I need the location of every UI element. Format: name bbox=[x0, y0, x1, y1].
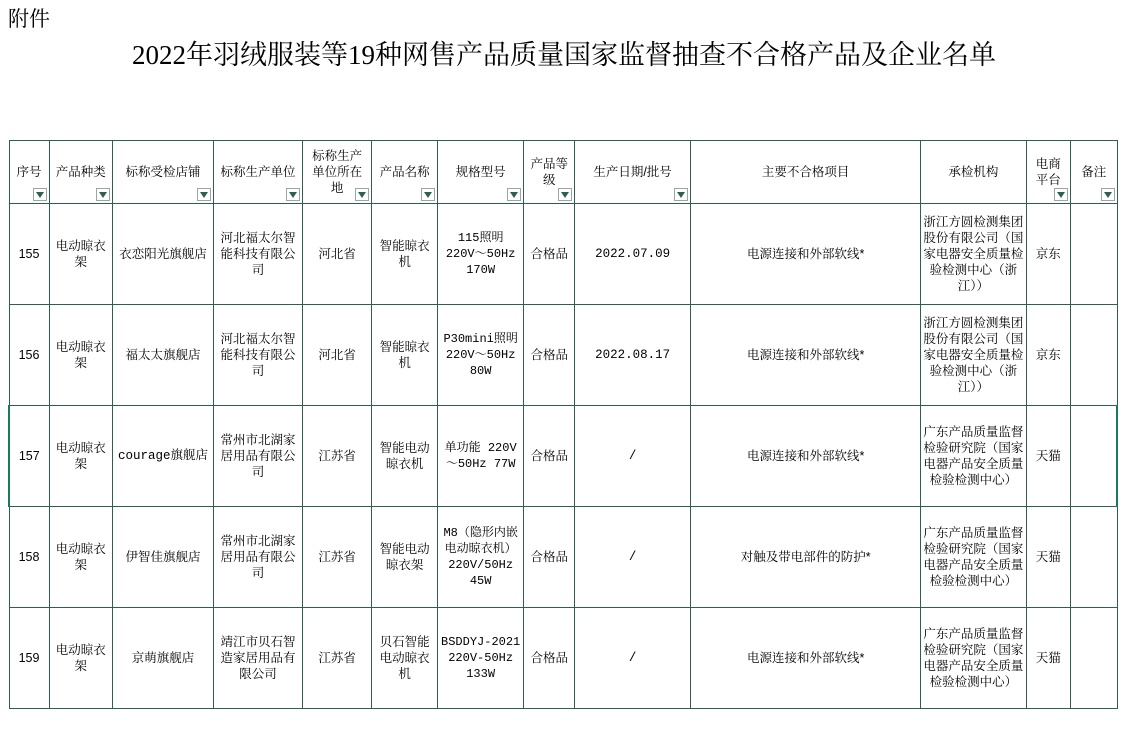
cell-inspector: 广东产品质量监督检验研究院（国家电器产品安全质量检验检测中心） bbox=[921, 608, 1027, 709]
column-header-maker bbox=[214, 141, 303, 204]
column-header-platform-label: 电商平台 bbox=[1035, 157, 1061, 187]
cell-grade: 合格品 bbox=[524, 507, 575, 608]
cell-product-name: 智能电动晾衣架 bbox=[372, 507, 437, 608]
cell-product-name: 智能晾衣机 bbox=[372, 305, 437, 406]
column-header-grade-label: 产品等级 bbox=[530, 157, 568, 187]
filter-dropdown-icon[interactable] bbox=[1101, 188, 1115, 201]
cell-shop: 伊智佳旗舰店 bbox=[112, 507, 213, 608]
cell-product-name: 智能晾衣机 bbox=[372, 204, 437, 305]
cell-inspector: 浙江方圆检测集团股份有限公司（国家电器安全质量检验检测中心（浙江）） bbox=[921, 204, 1027, 305]
cell-grade: 合格品 bbox=[524, 608, 575, 709]
cell-spec: BSDDYJ-2021 220V-50Hz 133W bbox=[437, 608, 524, 709]
column-header-failed-items bbox=[691, 141, 921, 204]
cell-product-name: 贝石智能电动晾衣机 bbox=[372, 608, 437, 709]
cell-inspector: 浙江方圆检测集团股份有限公司（国家电器安全质量检验检测中心（浙江）） bbox=[921, 305, 1027, 406]
column-header-shop bbox=[112, 141, 213, 204]
table-row[interactable] bbox=[9, 305, 1117, 406]
cell-failed-items: 电源连接和外部软线* bbox=[691, 305, 921, 406]
cell-grade: 合格品 bbox=[524, 406, 575, 507]
cell-platform: 京东 bbox=[1026, 204, 1070, 305]
cell-index: 157 bbox=[9, 406, 49, 507]
attachment-label: 附件 bbox=[8, 7, 50, 31]
column-header-product-name-label: 产品名称 bbox=[379, 165, 430, 179]
cell-location: 江苏省 bbox=[302, 507, 372, 608]
cell-date: 2022.08.17 bbox=[575, 305, 691, 406]
filter-dropdown-icon[interactable] bbox=[1054, 188, 1068, 201]
cell-location: 河北省 bbox=[302, 204, 372, 305]
cell-remark bbox=[1070, 608, 1117, 709]
cell-platform: 天猫 bbox=[1026, 608, 1070, 709]
filter-dropdown-icon[interactable] bbox=[96, 188, 110, 201]
filter-dropdown-icon[interactable] bbox=[421, 188, 435, 201]
column-header-inspector-label: 承检机构 bbox=[948, 165, 999, 179]
table-row[interactable] bbox=[9, 608, 1117, 709]
cell-category: 电动晾衣架 bbox=[49, 608, 112, 709]
table-row[interactable] bbox=[9, 507, 1117, 608]
table-row-selected[interactable] bbox=[9, 406, 1117, 507]
filter-dropdown-icon[interactable] bbox=[674, 188, 688, 201]
column-header-failed-items-label: 主要不合格项目 bbox=[761, 165, 850, 179]
table-body bbox=[9, 204, 1117, 709]
cell-maker: 常州市北湖家居用品有限公司 bbox=[214, 406, 303, 507]
column-header-location-label: 标称生产单位所在地 bbox=[312, 149, 363, 195]
cell-date: / bbox=[575, 608, 691, 709]
cell-spec: M8（隐形内嵌电动晾衣机）220V/50Hz 45W bbox=[437, 507, 524, 608]
column-header-spec bbox=[437, 141, 524, 204]
column-header-index bbox=[9, 141, 49, 204]
column-header-category-label: 产品种类 bbox=[55, 165, 106, 179]
filter-dropdown-icon[interactable] bbox=[197, 188, 211, 201]
cell-grade: 合格品 bbox=[524, 204, 575, 305]
cell-inspector: 广东产品质量监督检验研究院（国家电器产品安全质量检验检测中心） bbox=[921, 507, 1027, 608]
cell-location: 河北省 bbox=[302, 305, 372, 406]
filter-dropdown-icon[interactable] bbox=[33, 188, 47, 201]
column-header-date bbox=[575, 141, 691, 204]
column-header-remark-label: 备注 bbox=[1081, 165, 1107, 179]
cell-product-name: 智能电动晾衣机 bbox=[372, 406, 437, 507]
cell-date: 2022.07.09 bbox=[575, 204, 691, 305]
column-header-inspector bbox=[921, 141, 1027, 204]
cell-location: 江苏省 bbox=[302, 608, 372, 709]
cell-category: 电动晾衣架 bbox=[49, 406, 112, 507]
cell-index: 159 bbox=[9, 608, 49, 709]
column-header-spec-label: 规格型号 bbox=[455, 165, 506, 179]
cell-maker: 靖江市贝石智造家居用品有限公司 bbox=[214, 608, 303, 709]
table-header bbox=[9, 141, 1117, 204]
cell-platform: 京东 bbox=[1026, 305, 1070, 406]
cell-platform: 天猫 bbox=[1026, 406, 1070, 507]
cell-category: 电动晾衣架 bbox=[49, 204, 112, 305]
cell-remark bbox=[1070, 305, 1117, 406]
cell-index: 158 bbox=[9, 507, 49, 608]
cell-failed-items: 电源连接和外部软线* bbox=[691, 204, 921, 305]
column-header-index-label: 序号 bbox=[16, 165, 42, 179]
column-header-category bbox=[49, 141, 112, 204]
cell-location: 江苏省 bbox=[302, 406, 372, 507]
cell-remark bbox=[1070, 204, 1117, 305]
column-header-shop-label: 标称受检店铺 bbox=[125, 165, 201, 179]
cell-spec: 单功能 220V～50Hz 77W bbox=[437, 406, 524, 507]
column-header-platform bbox=[1026, 141, 1070, 204]
cell-grade: 合格品 bbox=[524, 305, 575, 406]
cell-shop: courage旗舰店 bbox=[112, 406, 213, 507]
column-header-grade bbox=[524, 141, 575, 204]
column-header-date-label: 生产日期/批号 bbox=[593, 165, 672, 179]
cell-spec: 115照明 220V～50Hz 170W bbox=[437, 204, 524, 305]
cell-failed-items: 对触及带电部件的防护* bbox=[691, 507, 921, 608]
cell-maker: 常州市北湖家居用品有限公司 bbox=[214, 507, 303, 608]
filter-dropdown-icon[interactable] bbox=[558, 188, 572, 201]
column-header-maker-label: 标称生产单位 bbox=[220, 165, 296, 179]
cell-index: 156 bbox=[9, 305, 49, 406]
cell-maker: 河北福太尔智能科技有限公司 bbox=[214, 204, 303, 305]
cell-maker: 河北福太尔智能科技有限公司 bbox=[214, 305, 303, 406]
filter-dropdown-icon[interactable] bbox=[507, 188, 521, 201]
table-row[interactable] bbox=[9, 204, 1117, 305]
cell-spec: P30mini照明 220V～50Hz 80W bbox=[437, 305, 524, 406]
filter-dropdown-icon[interactable] bbox=[355, 188, 369, 201]
cell-category: 电动晾衣架 bbox=[49, 305, 112, 406]
cell-failed-items: 电源连接和外部软线* bbox=[691, 608, 921, 709]
cell-date: / bbox=[575, 406, 691, 507]
product-table bbox=[8, 140, 1118, 709]
column-header-product-name bbox=[372, 141, 437, 204]
cell-index: 155 bbox=[9, 204, 49, 305]
cell-category: 电动晾衣架 bbox=[49, 507, 112, 608]
cell-date: / bbox=[575, 507, 691, 608]
cell-remark bbox=[1070, 406, 1117, 507]
cell-remark bbox=[1070, 507, 1117, 608]
cell-platform: 天猫 bbox=[1026, 507, 1070, 608]
filter-dropdown-icon[interactable] bbox=[286, 188, 300, 201]
cell-shop: 衣恋阳光旗舰店 bbox=[112, 204, 213, 305]
cell-shop: 福太太旗舰店 bbox=[112, 305, 213, 406]
column-header-remark bbox=[1070, 141, 1117, 204]
cell-inspector: 广东产品质量监督检验研究院（国家电器产品安全质量检验检测中心） bbox=[921, 406, 1027, 507]
column-header-location bbox=[302, 141, 372, 204]
cell-failed-items: 电源连接和外部软线* bbox=[691, 406, 921, 507]
page-title: 2022年羽绒服装等19种网售产品质量国家监督抽查不合格产品及企业名单 bbox=[132, 40, 996, 70]
header-row bbox=[9, 141, 1117, 204]
cell-shop: 京萌旗舰店 bbox=[112, 608, 213, 709]
